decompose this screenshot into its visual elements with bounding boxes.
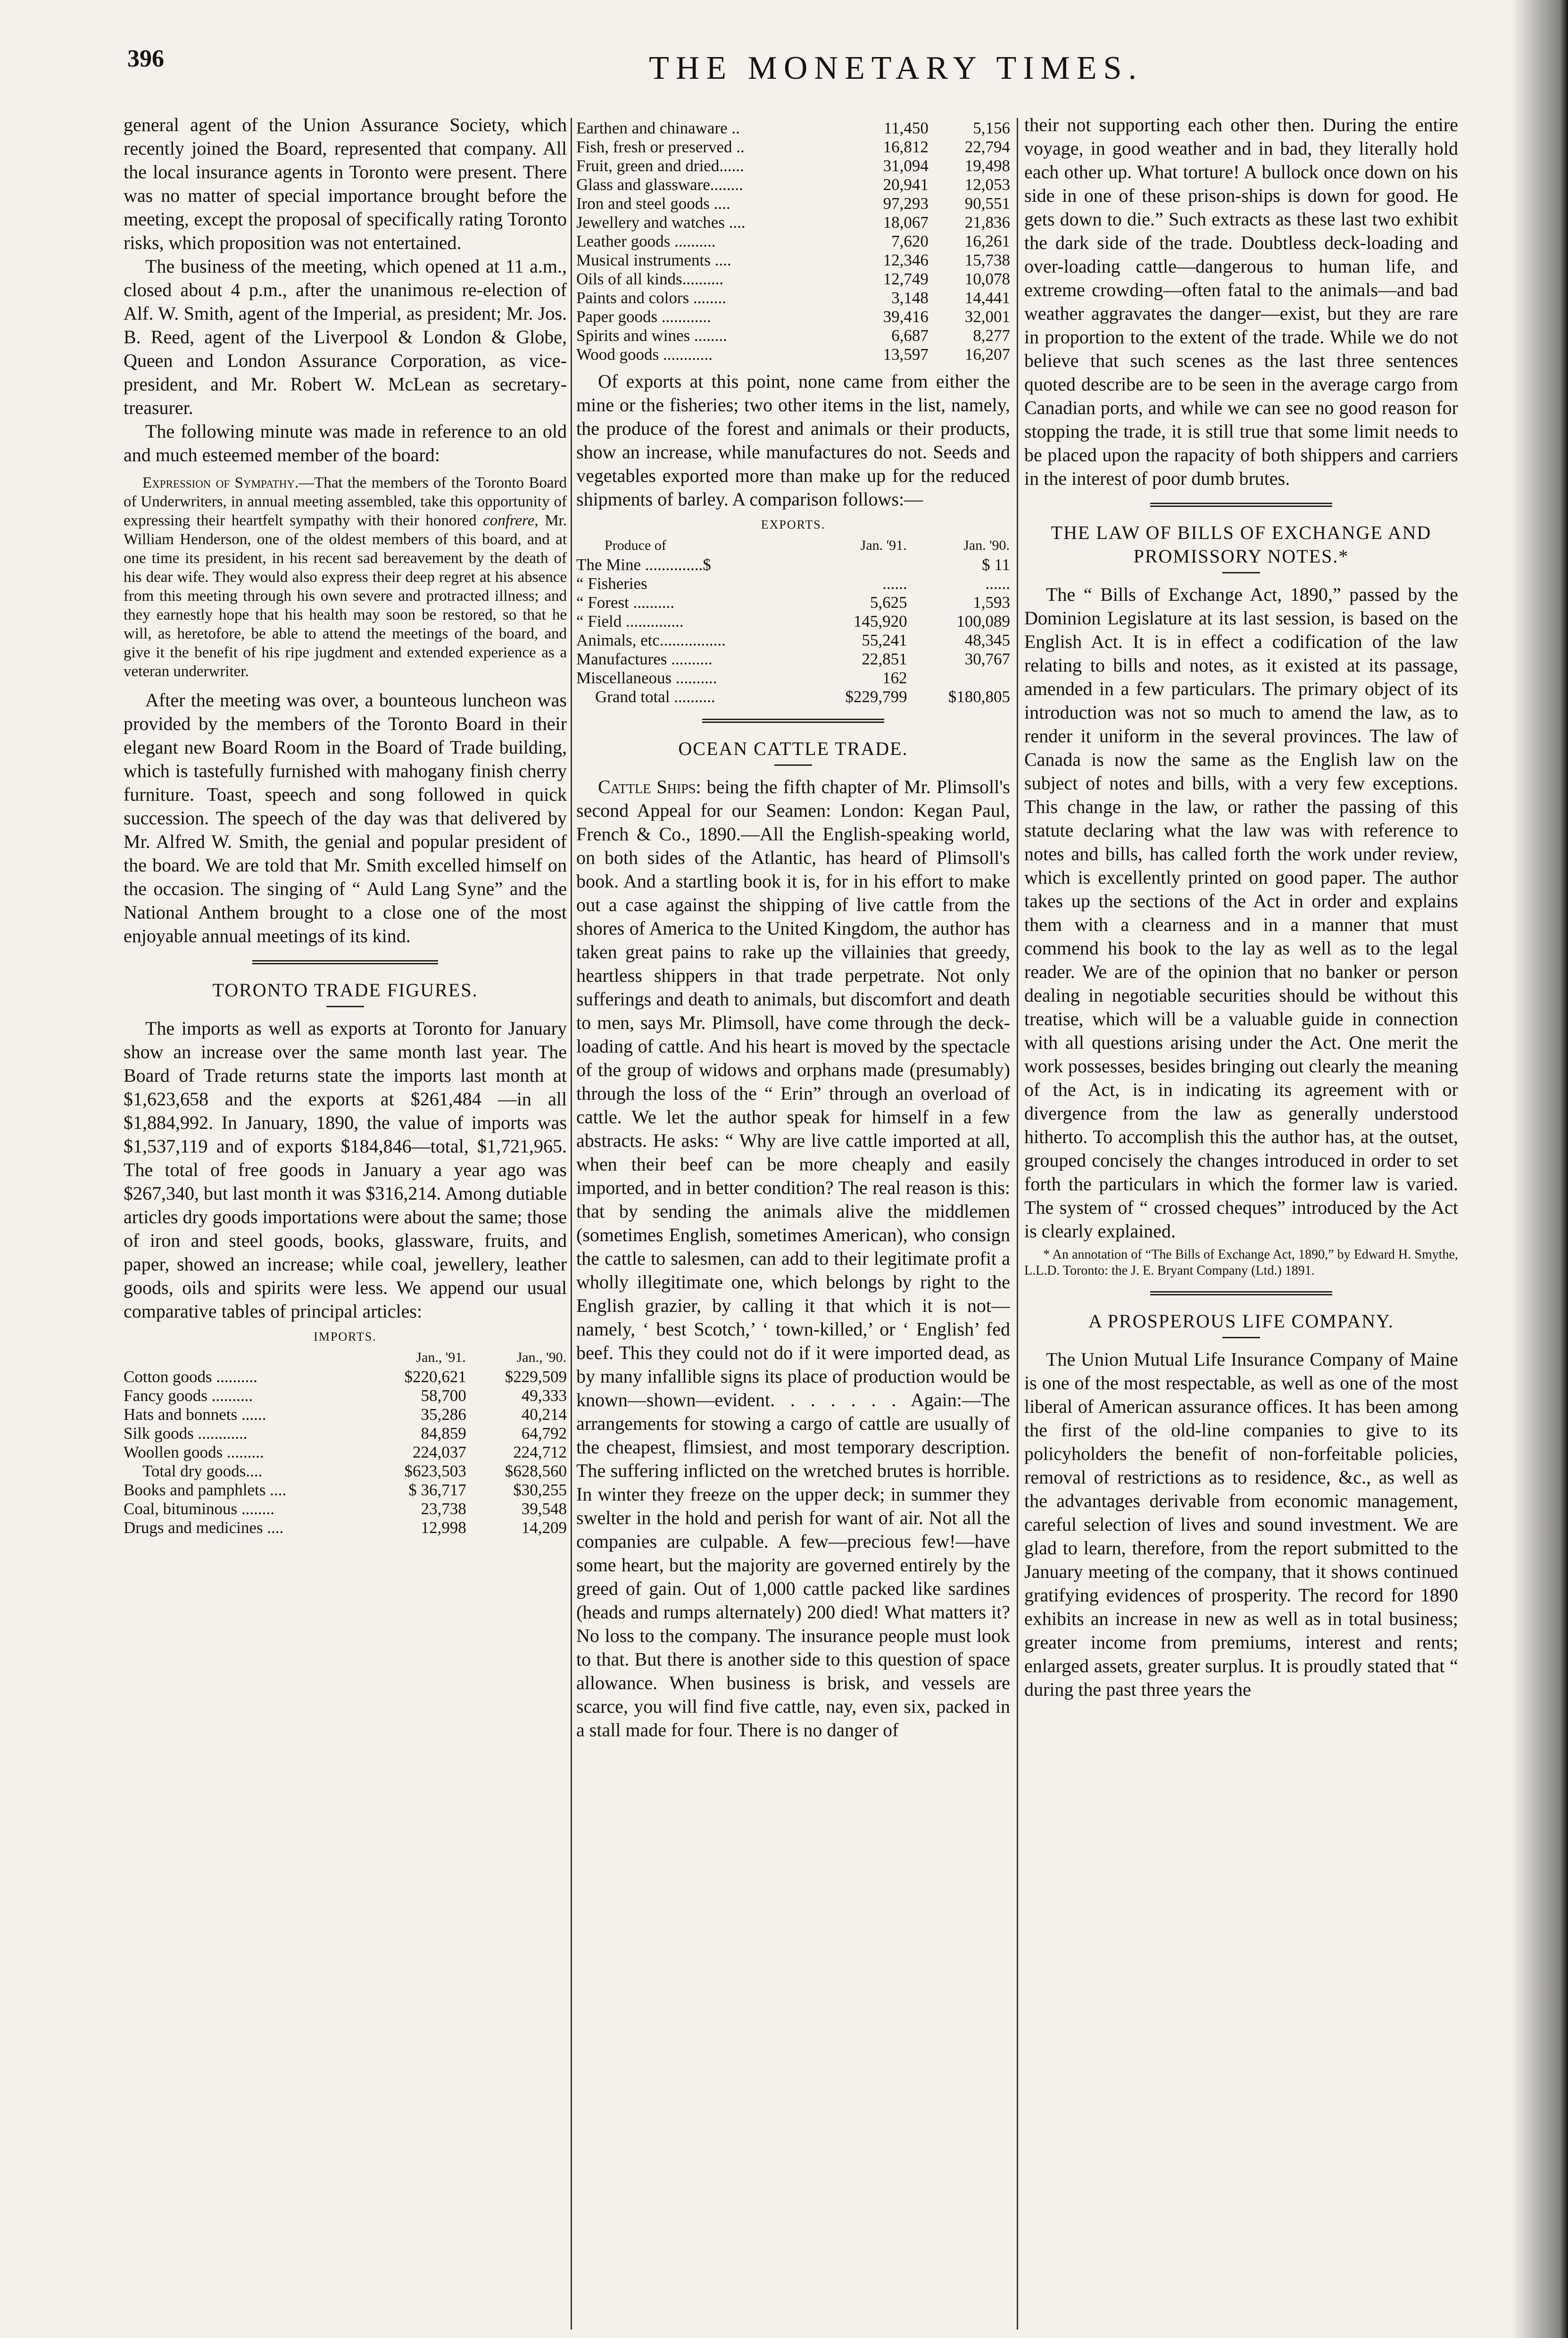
- table-row: [124, 1481, 567, 1500]
- row-value: 224,037: [413, 1443, 466, 1461]
- row-value: 19,498: [964, 157, 1010, 175]
- page-edge-shadow: [1511, 0, 1568, 2338]
- heading-underline: [1222, 572, 1260, 573]
- paragraph-union-mutual: The Union Mutual Life Insurance Company of Maine is one of the most respectable, as well as one of the most liberal of American assurance offices. It has been among the first of the old-line companies to give to its policyholders the benefit of non-forfeitable policies, removal of restrictions as to residence, &c., as well as the advantages derivable from economic management, careful selection of lives and sound investment. We are glad to learn, therefore, from the report submitted to the January meeting of the company, that it shows continued gratifying evidences of prosperity. The record for 1890 exhibits an increase in new as well as in total business; greater income from premiums, interest and rents; enlarged assets, greater surplus. It is proudly stated that “ during the past three years the: [1024, 1349, 1458, 1700]
- paragraph-bills-of-exchange: The “ Bills of Exchange Act, 1890,” passed by the Dominion Legislature at its last session, is based on the English Act. It is in effect a codification of the law relating to bills and notes, as it existed at its passage, amended in a few particulars. The primary object of its introduction was not so much to amend the law, as to render it uniform in the several provinces. The law of Canada is now the same as the English law on the subject of notes and bills, with a very few exceptions. This change in the law, or rather the passing of this statute declaring what the law was with reference to notes and bills, has called forth the work under review, which is excellently printed on good paper. The author takes up the sections of the Act in order and explains them with a clearness and in a manner that must commend his book to the lay as well as to the legal reader. We are of the opinion that no banker or person dealing in negotiable securities should be without this treatise, which will be a valuable guide in connection with all questions arising under the Act. One merit the work possesses, besides bringing out clearly the meaning of the Act, is in indicating its agreement with or divergence from the law as generally understood hitherto. To accomplish this the author has, at the outset, grouped concisely the changes introduced in order to set forth the particulars in which the former law is varied. The system of “ crossed cheques” introduced by the Act is clearly explained.: [1024, 584, 1458, 1242]
- paragraph-cattle-ships: [576, 775, 1010, 1742]
- table-row: [576, 232, 1010, 251]
- row-label: Glass and glassware........: [576, 175, 743, 194]
- row-value: $220,621: [404, 1368, 466, 1386]
- row-value: 6,687: [891, 326, 929, 345]
- row-label: Leather goods ..........: [576, 232, 716, 250]
- row-value: 48,345: [964, 631, 1010, 649]
- section-separator: [1150, 1291, 1332, 1295]
- column-1: [124, 113, 567, 1537]
- row-value: 55,241: [862, 631, 907, 649]
- row-value: 7,620: [891, 232, 929, 250]
- row-label: Paints and colors ........: [576, 289, 726, 307]
- row-value: 58,700: [421, 1386, 466, 1405]
- heading-underline: [774, 764, 812, 766]
- minute-text-b: , Mr. William Henderson, one of the oldest members of this board, and at one time its president, in his recent sad bereavement by the death of his dear wife. They would also express their deep regret at his absence from this meeting through his own severe and protracted illness; and they earnestly hope that his health may soon be restored, so that he will, as heretofore, be able to attend the meetings of the board, and give it the benefit of his ripe jugdment and extended experience as a veteran underwriter.: [124, 512, 567, 680]
- row-value: 100,089: [956, 612, 1010, 630]
- cattle-ships-lead: Cattle Ships: [598, 776, 696, 797]
- row-label: Coal, bituminous ........: [124, 1500, 274, 1518]
- heading-underline: [1222, 1337, 1260, 1338]
- row-value: 224,712: [513, 1443, 567, 1461]
- table-row: [576, 194, 1010, 213]
- row-value: 23,738: [421, 1500, 466, 1518]
- table-row: [124, 1386, 567, 1405]
- section-separator: [702, 719, 884, 723]
- table-row: [576, 669, 1010, 688]
- row-value: 32,001: [964, 307, 1010, 326]
- col-header-90: Jan., '90.: [516, 1350, 566, 1365]
- row-value: 12,998: [421, 1518, 466, 1537]
- row-label: Fruit, green and dried......: [576, 157, 744, 175]
- row-value: 31,094: [883, 157, 929, 175]
- row-label: Fish, fresh or preserved ..: [576, 138, 745, 156]
- produce-of-header: Produce of: [605, 538, 666, 553]
- row-label: Miscellaneous ..........: [576, 669, 717, 687]
- section-separator: [252, 960, 439, 964]
- col-header-90: Jan. '90.: [963, 538, 1010, 553]
- row-value: 14,441: [964, 289, 1010, 307]
- col-header-91: Jan. '91.: [860, 538, 907, 553]
- table-row: [124, 1424, 567, 1443]
- paragraph-minute-intro: The following minute was made in reference to an old and much esteemed member of the board:: [124, 421, 567, 465]
- row-label: “ Fisheries: [576, 574, 647, 593]
- table-row: Grand total .......... $229,799 $180,805: [595, 688, 1010, 706]
- table-row: [576, 119, 1010, 138]
- row-value: [804, 555, 907, 574]
- row-value: 35,286: [421, 1405, 466, 1424]
- table-row: [576, 555, 1010, 574]
- footnote: * An annotation of “The Bills of Exchange Act, 1890,” by Edward H. Smythe, L.L.D. Toronto: the J. E. Bryant Company (Ltd.) 1891.: [1024, 1247, 1458, 1278]
- table-row: [576, 574, 1010, 593]
- row-label: Woollen goods .........: [124, 1443, 264, 1461]
- table-row: [576, 289, 1010, 307]
- row-label: Books and pamphlets ....: [124, 1481, 287, 1499]
- column-3: [1024, 113, 1458, 1701]
- page-number: 396: [127, 45, 164, 72]
- row-value: 18,067: [883, 213, 929, 232]
- heading-ocean-cattle-trade: OCEAN CATTLE TRADE.: [678, 738, 908, 759]
- row-value: $30,255: [513, 1481, 567, 1499]
- row-label: Jewellery and watches ....: [576, 213, 746, 232]
- row-value: 97,293: [883, 194, 929, 213]
- paragraph-cattle-continued: their not supporting each other then. During the entire voyage, in good weather and in bad, they literally hold each other up. What torture! A bullock once down on his side in one of these prison-ships is down for good. He gets down to die.” Such extracts as these last two exhibit the dark side of the trade. Doubtless deck-loading and over-loading cattle—dangerous to human life, and extreme crowding—often fatal to the animals—and bad weather aggravates the danger—exist, but they are rare in proportion to the extent of the trade. While we do not believe that such scenes as the last three sentences quoted describe are to be seen in the average cargo from Canadian ports, and while we can see no good reason for stopping the trade, it is still true that some limit needs to be placed upon the rapacity of both shippers and carriers in the interest of poor dumb brutes.: [1024, 114, 1458, 489]
- row-value: 10,078: [964, 270, 1010, 288]
- minute-text-a: —That the members of the Toronto Board of Underwriters, in annual meeting assembled, take this opportunity of expressing their heartfelt sympathy with their honored: [124, 474, 567, 529]
- row-label: Fancy goods ..........: [124, 1386, 253, 1405]
- row-label: Spirits and wines ........: [576, 326, 727, 345]
- heading-underline: [326, 1006, 364, 1007]
- row-value: 16,261: [964, 232, 1010, 250]
- imports-label: IMPORTS.: [314, 1330, 377, 1343]
- row-value: 40,214: [521, 1405, 567, 1424]
- row-label: Oils of all kinds..........: [576, 270, 724, 288]
- table-row: [576, 650, 1010, 669]
- row-value: 11,450: [883, 119, 929, 137]
- heading-bills-of-exchange: THE LAW OF BILLS OF EXCHANGE AND PROMISSORY NOTES.*: [1051, 522, 1432, 567]
- exports-table: [576, 536, 1010, 706]
- row-value: ......: [985, 574, 1010, 593]
- table-row: [124, 1500, 567, 1518]
- row-value: 3,148: [891, 289, 929, 307]
- column-rule-right: [1017, 118, 1018, 2330]
- table-row: [576, 593, 1010, 612]
- row-value: $ 36,717: [408, 1481, 466, 1499]
- row-value: 64,792: [521, 1424, 567, 1443]
- paragraph-trade-figures: The imports as well as exports at Toronto for January show an increase over the same month last year. The Board of Trade returns state the imports last month at $1,623,658 and the exports at $261,484 —in all $1,884,992. In January, 1890, the value of imports was $1,537,119 and of exports $184,846—total, $1,721,965. The total of free goods in January a year ago was $267,340, but last month it was $316,214. Among dutiable articles dry goods importations were about the same; those of iron and steel goods, books, glassware, fruits, and paper, showed an increase; while coal, jewellery, leather goods, oils and spirits were less. We append our usual comparative tables of principal articles:: [124, 1018, 567, 1322]
- paragraph-exports: Of exports at this point, none came from either the mine or the fisheries; two other items in the list, namely, the produce of the forest and animals or their products, show an increase, while manufactures do not. Seeds and vegetables exported more than make up for the reduced shipments of barley. A comparison follows:—: [576, 371, 1010, 510]
- table-row: [124, 1518, 567, 1537]
- table-row: [576, 270, 1010, 289]
- row-value: 39,548: [521, 1500, 567, 1518]
- imports-table-continued: [576, 119, 1010, 364]
- table-row: [124, 1405, 567, 1424]
- table-row: Total dry goods.... $623,503 $628,560: [142, 1462, 567, 1480]
- row-value: 8,277: [973, 326, 1010, 345]
- column-rule-left: [571, 118, 572, 2330]
- table-row: [576, 631, 1010, 650]
- row-label: “ Field ..............: [576, 612, 684, 630]
- table-row: [576, 307, 1010, 326]
- heading-prosperous-life-company: A PROSPEROUS LIFE COMPANY.: [1088, 1310, 1394, 1332]
- row-label: “ Forest ..........: [576, 593, 675, 612]
- minute-of-sympathy: [124, 473, 567, 681]
- exports-label: EXPORTS.: [761, 518, 826, 531]
- row-value: 5,625: [870, 593, 907, 612]
- row-value: 39,416: [883, 307, 929, 326]
- imports-table: [124, 1348, 567, 1537]
- row-value: 12,346: [883, 251, 929, 269]
- table-row: [576, 157, 1010, 175]
- row-value: $229,509: [505, 1368, 567, 1386]
- minute-italic: confrere: [483, 512, 535, 529]
- minute-lead: Expression of Sympathy.: [142, 474, 299, 491]
- table-row: [576, 345, 1010, 364]
- row-label: Hats and bonnets ......: [124, 1405, 266, 1424]
- row-label: Wood goods ............: [576, 345, 713, 364]
- row-label: The Mine ..............$: [576, 555, 711, 574]
- row-label: Earthen and chinaware ..: [576, 119, 740, 137]
- row-value: 16,207: [964, 345, 1010, 364]
- row-value: 162: [882, 669, 907, 687]
- row-value: 14,209: [521, 1518, 567, 1537]
- row-value: 84,859: [421, 1424, 466, 1443]
- table-row: [576, 326, 1010, 345]
- row-value: $ 11: [982, 555, 1010, 574]
- row-value: 145,920: [853, 612, 907, 630]
- table-row: [124, 1368, 567, 1386]
- column-2: [576, 113, 1010, 1742]
- row-label: Musical instruments ....: [576, 251, 731, 269]
- paragraph-luncheon: After the meeting was over, a bounteous luncheon was provided by the members of the Toronto Board in their elegant new Board Room in the Board of Trade building, which is tastefully furnished with mahogany finish cherry furniture. Toast, speech and song followed in quick succession. The speech of the day was that delivered by Mr. Alfred W. Smith, the genial and popular president of the board. We are told that Mr. Smith excelled himself on the occasion. The singing of “ Auld Lang Syne” and the National Anthem brought to a close one of the most enjoyable annual meetings of its kind.: [124, 689, 567, 946]
- table-row: [576, 175, 1010, 194]
- table-row: [124, 1443, 567, 1462]
- col-header-91: Jan., '91.: [416, 1350, 466, 1365]
- row-label: Manufactures ..........: [576, 650, 713, 668]
- table-row: [576, 612, 1010, 631]
- row-value: 30,767: [964, 650, 1010, 668]
- paragraph-meeting-business: The business of the meeting, which opened at 11 a.m., closed about 4 p.m., after the unanimous re-election of Alf. W. Smith, agent of the Imperial, as president; Mr. Jos. B. Reed, agent of the Liverpool & London & Globe, Queen and London Assurance Corporation, as vice-president, and Mr. Robert W. McLean as secretary-treasurer.: [124, 256, 567, 418]
- row-value: 90,551: [964, 194, 1010, 213]
- row-value: 5,156: [973, 119, 1010, 137]
- row-label: Animals, etc................: [576, 631, 726, 649]
- row-value: 13,597: [883, 345, 929, 364]
- row-value: 49,333: [521, 1386, 567, 1405]
- row-value: 21,836: [964, 213, 1010, 232]
- row-value: ......: [882, 574, 907, 593]
- section-separator: [1150, 503, 1332, 507]
- row-label: Paper goods ............: [576, 307, 711, 326]
- heading-toronto-trade-figures: TORONTO TRADE FIGURES.: [212, 979, 478, 1001]
- cattle-ships-text: : being the fifth chapter of Mr. Plimsoll's second Appeal for our Seamen: London: Kegan Paul, French & Co., 1890.—All the English-speaking world, on both sides of the Atlantic, has heard of Plimsoll's book. And a startling book it is, for in his effort to make out a case against the shipping of live cattle from the shores of America to the United Kingdom, the author has taken great pains to rake up the villainies that greedy, heartless shippers in that trade perpetrate. Not only sufferings and death to animals, but discomfort and death to men, says Mr. Plimsoll, have come through the deck-loading of cattle. And his heart is moved by the spectacle of the group of widows and orphans made (presumably) through the loss of the “ Erin” through an overload of cattle. We let the author speak for himself in a few abstracts. He asks: “ Why are live cattle imported at all, when their beef can be more cheaply and easily imported, and in better condition? The real reason is this: that by sending the animals alive the middlemen (sometimes English, sometimes American), who consign the cattle to salesmen, can add to their legitimate profit a wholly illegitimate one, which belongs by right to the English grazier, by calling it that which it is not—namely, ‘ best Scotch,’ ‘ town-killed,’ or ‘ English’ fed beef. This they could not do if it were imported dead, as by many infallible signs its place of production would be known—shown—evident. . . . . . . Again:—The arrangements for stowing a cargo of cattle are usually of the cheapest, flimsiest, and most temporary description. The suffering inflicted on the wretched brutes is horrible. In winter they freeze on the upper deck; in summer they swelter in the hold and perish for want of air. Not all the companies are culpable. A few—precious few!—have some heart, but the majority are governed entirely by the greed of gain. Out of 1,000 cattle packed like sardines (heads and rumps alternately) 200 died! What matters it? No loss to the company. The insurance people must look to that. But there is another side to this question of space allowance. When business is brisk, and vessels are scarce, you will find five cattle, nay, even six, packed in a stall made for four. There is no danger of: [576, 776, 1010, 1741]
- row-value: 12,053: [964, 175, 1010, 194]
- row-value: 12,749: [883, 270, 929, 288]
- row-label: Drugs and medicines ....: [124, 1518, 284, 1537]
- row-label: Silk goods ............: [124, 1424, 248, 1443]
- paragraph-union-assurance: general agent of the Union Assurance Society, which recently joined the Board, represented that company. All the local insurance agents in Toronto were present. There was no matter of special importance brought before the meeting, except the proposal of specifically rating Toronto risks, which proposition was not entertained.: [124, 114, 567, 253]
- row-value: 22,794: [964, 138, 1010, 156]
- row-label: Iron and steel goods ....: [576, 194, 730, 213]
- row-value: 20,941: [883, 175, 929, 194]
- masthead-title: THE MONETARY TIMES.: [649, 50, 1143, 86]
- row-label: Cotton goods ..........: [124, 1368, 257, 1386]
- row-value: 15,738: [964, 251, 1010, 269]
- table-row: [576, 138, 1010, 157]
- row-value: 1,593: [973, 593, 1010, 612]
- table-row: [576, 213, 1010, 232]
- table-row: [576, 251, 1010, 270]
- row-value: 16,812: [883, 138, 929, 156]
- row-value: [907, 669, 1010, 688]
- row-value: 22,851: [862, 650, 907, 668]
